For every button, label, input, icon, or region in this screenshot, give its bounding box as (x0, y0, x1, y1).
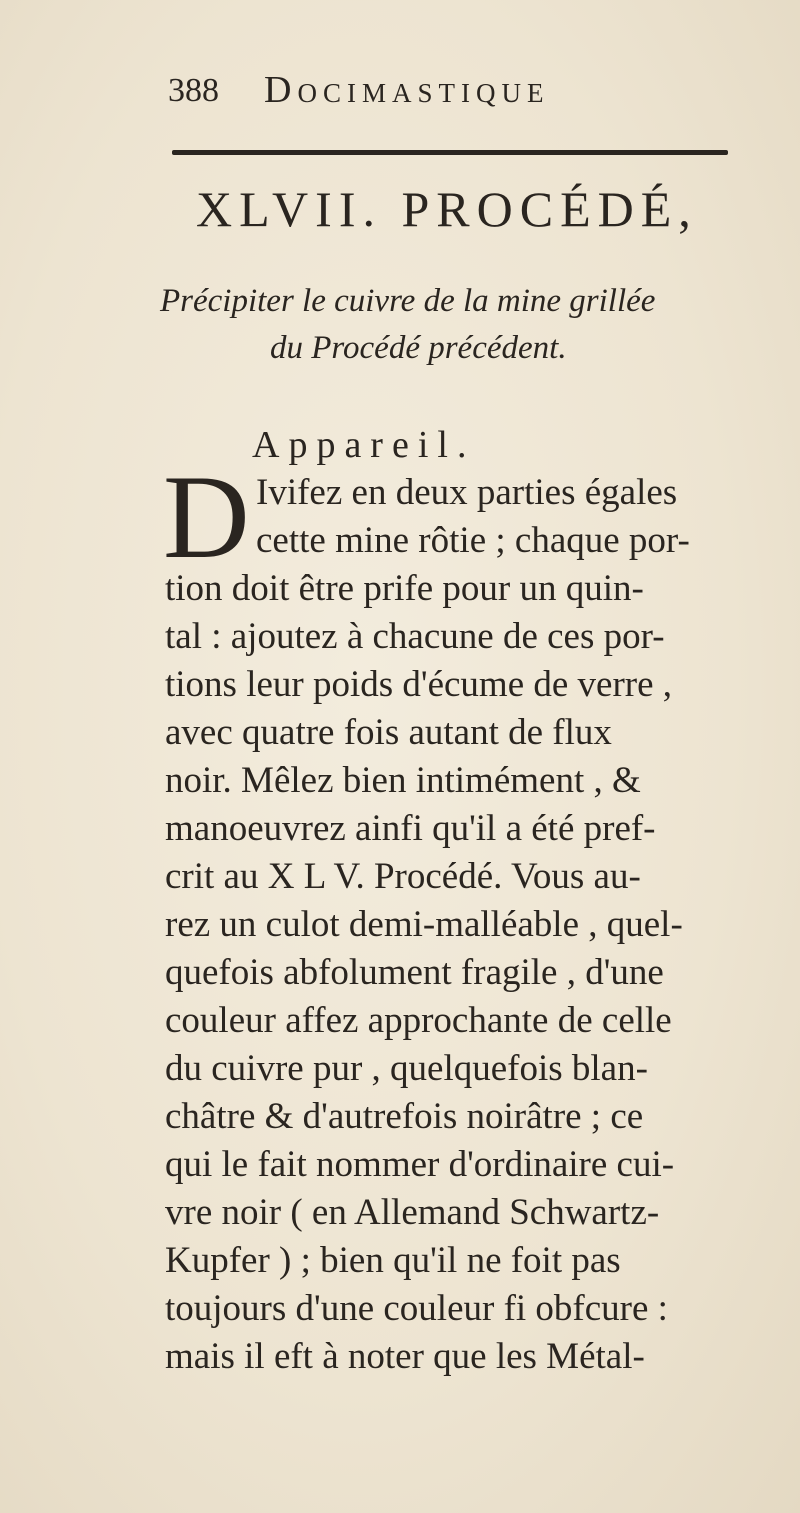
body-line-1: Ivifez en deux parties égales (256, 472, 678, 513)
body-line-9: crit au X L V. Procédé. Vous au- (165, 856, 641, 897)
body-line-19: mais il eft à noter que les Métal- (165, 1336, 645, 1377)
body-line-4: tal : ajoutez à chacune de ces por- (165, 616, 665, 657)
page-header (168, 66, 768, 116)
subtitle-line-2: du Procédé précédent. (270, 330, 567, 366)
body-line-7: noir. Mêlez bien intimément , & (165, 760, 641, 801)
subtitle-line-1: Précipiter le cuivre de la mine grillée (160, 283, 656, 319)
drop-cap: D (163, 450, 250, 583)
body-line-15: qui le fait nommer d'ordinaire cui- (165, 1144, 675, 1185)
running-title: Docimastique (264, 69, 550, 111)
header-rule (172, 150, 728, 155)
page-number: 388 (168, 72, 219, 109)
body-line-3: tion doit être prife pour un quin- (165, 568, 644, 609)
body-line-10: rez un culot demi-malléable , quel- (165, 904, 683, 945)
body-line-14: châtre & d'autrefois noirâtre ; ce (165, 1096, 644, 1137)
body-line-8: manoeuvrez ainfi qu'il a été pref- (165, 808, 656, 849)
body-line-11: quefois abfolument fragile , d'une (165, 952, 664, 993)
body-line-12: couleur affez approchante de celle (165, 1000, 672, 1041)
body-line-18: toujours d'une couleur fi obfcure : (165, 1288, 668, 1329)
body-line-17: Kupfer ) ; bien qu'il ne foit pas (165, 1240, 621, 1281)
body-line-16: vre noir ( en Allemand Schwartz- (165, 1192, 660, 1233)
section-heading: Appareil. (252, 424, 476, 466)
body-line-6: avec quatre fois autant de flux (165, 712, 612, 753)
body-line-5: tions leur poids d'écume de verre , (165, 664, 673, 705)
chapter-title: XLVII. PROCÉDÉ, (196, 181, 698, 237)
body-line-2: cette mine rôtie ; chaque por- (256, 520, 690, 561)
body-line-13: du cuivre pur , quelquefois blan- (165, 1048, 648, 1089)
